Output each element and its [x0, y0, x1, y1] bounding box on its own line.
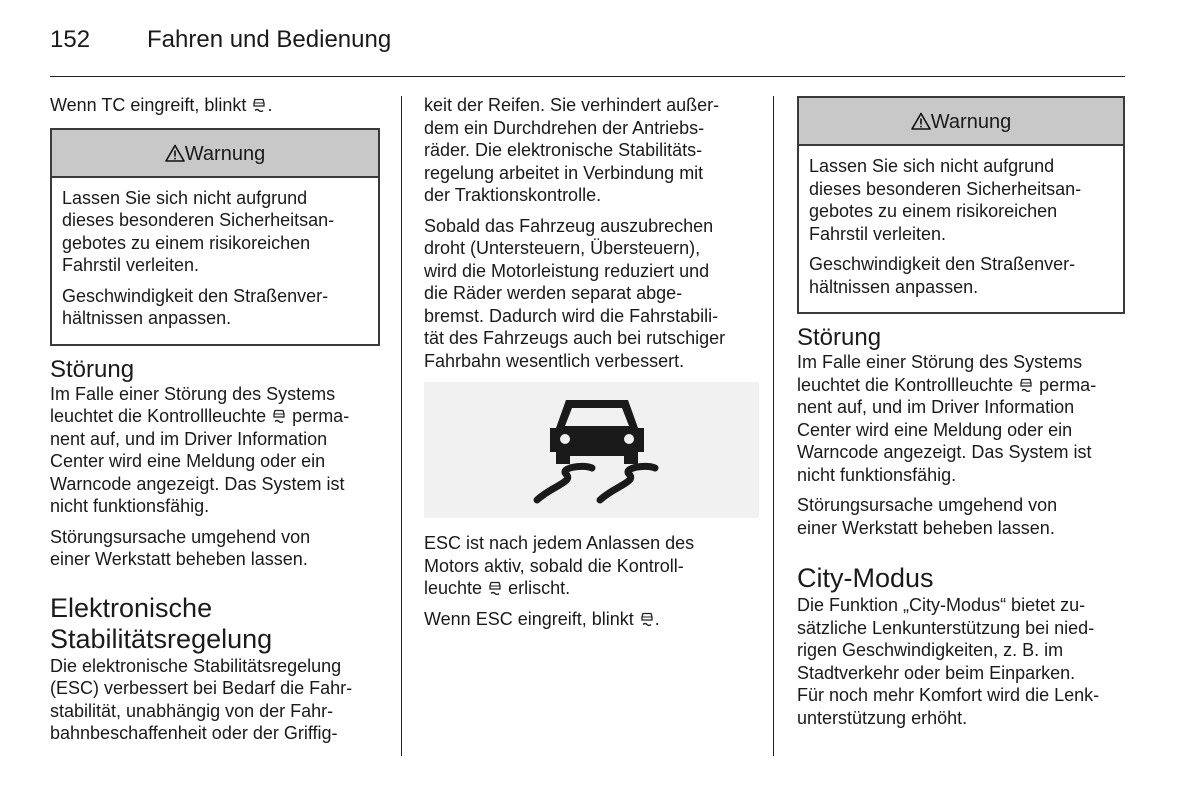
section-heading-esc: Elektronische Stabilitätsregelung: [50, 592, 273, 654]
esc-text-continued: keit der Reifen. Sie verhindert außer- dem ein Durchdrehen der Antriebs- räder. Die elektronische Stabilitäts- regelung arbeitet in Verbindung mit der Traktionskontrolle.: [424, 95, 720, 205]
warning-triangle-icon: [165, 144, 185, 162]
traction-control-indicator-icon: [639, 612, 655, 626]
esc-function-text: Sobald das Fahrzeug auszubrechen droht (Untersteuern, Übersteuern), wird die Motorleistung reduziert und die Räder werden separat abge- bremst. Dadurch wird die Fahrstabili- tät des Fahrzeugs auch bei rutschiger Fahrbahn wesentlich verbessert.: [424, 215, 726, 371]
warning-text-1: Lassen Sie sich nicht aufgrund dieses besonderen Sicherheitsan- gebotes zu einem risikoreichen Fahrstil verleiten.: [809, 156, 1082, 244]
stoerung-text-1: Im Falle einer Störung des Systems leuchtet die Kontrollleuchte perma- nent auf, und im Driver Information Center wird eine Meldung oder ein Warncode angezeigt. Das System ist nicht funktionsfähig.: [797, 352, 1097, 485]
column-divider-2: [773, 96, 774, 756]
column-3: [797, 96, 1125, 737]
warning-text-2: Geschwindigkeit den Straßenver- hältnissen anpassen.: [809, 254, 1076, 297]
tc-intro: Wenn TC eingreift, blinkt .: [50, 95, 273, 115]
warning-box: [797, 96, 1125, 314]
column-2: [424, 94, 759, 638]
warning-triangle-icon: [911, 112, 931, 130]
stoerung-text-1: Im Falle einer Störung des Systems leuchtet die Kontrollleuchte perma- nent auf, und im Driver Information Center wird eine Meldung oder ein Warncode angezeigt. Das System ist nicht funktionsfähig.: [50, 383, 350, 516]
warning-header: [799, 98, 1123, 146]
stoerung-text-2: Störungsursache umgehend von einer Werkstatt beheben lassen.: [797, 495, 1058, 538]
stoerung-text-2: Störungsursache umgehend von einer Werkstatt beheben lassen.: [50, 526, 311, 569]
section-heading-city-mode: City-Modus: [797, 563, 934, 593]
skidding-car-icon: [424, 382, 759, 518]
warning-text-2: Geschwindigkeit den Straßenver- hältnissen anpassen.: [62, 285, 329, 328]
traction-control-indicator-icon: [1018, 378, 1034, 392]
page-title: Fahren und Bedienung: [147, 26, 392, 53]
city-mode-text: Die Funktion „City-Modus“ bietet zu- sätzliche Lenkunterstützung bei nied- rigen Geschwindigkeiten, z. B. im Stadtverkehr oder beim Einparken. Für noch mehr Komfort wird die Lenk- unterstützung erhöht.: [797, 595, 1100, 728]
warning-box: [50, 128, 380, 346]
esc-text: Die elektronische Stabilitätsregelung (ESC) verbessert bei Bedarf die Fahr- stabilität, unabhängig von der Fahr- bahnbeschaffenheit oder der Griffig-: [50, 655, 353, 743]
traction-control-indicator-icon: [251, 98, 267, 112]
header-divider: [50, 76, 1125, 77]
traction-control-indicator-icon: [487, 581, 503, 595]
column-1: [50, 94, 380, 753]
esc-activation-text: ESC ist nach jedem Anlassen des Motors aktiv, sobald die Kontroll- leuchte erlischt.: [424, 533, 695, 598]
page-number: 152: [50, 26, 91, 53]
warning-title: Warnung: [930, 111, 1012, 133]
esc-symbol-illustration: [424, 382, 759, 518]
section-heading-stoerung: Störung: [797, 324, 882, 351]
section-heading-stoerung: Störung: [50, 355, 135, 383]
column-divider-1: [401, 96, 402, 756]
esc-intervention-text: Wenn ESC eingreift, blinkt .: [424, 608, 660, 629]
warning-text-1: Lassen Sie sich nicht aufgrund dieses besonderen Sicherheitsan- gebotes zu einem risikoreichen Fahrstil verleiten.: [62, 187, 335, 275]
warning-title: Warnung: [184, 142, 266, 165]
traction-control-indicator-icon: [271, 409, 287, 423]
warning-header: [52, 130, 378, 178]
